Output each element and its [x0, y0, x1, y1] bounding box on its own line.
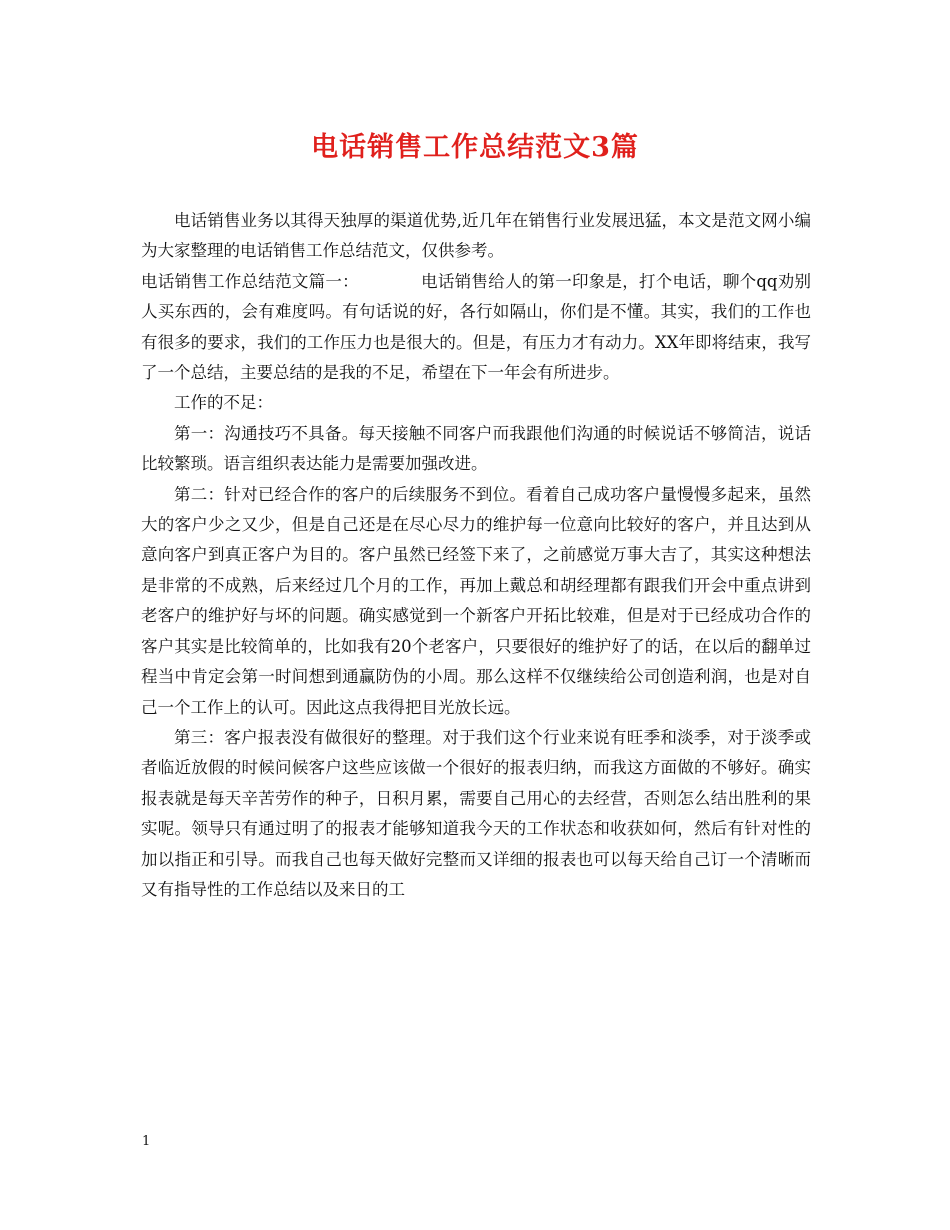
section1-paragraph	[141, 267, 811, 389]
point1-paragraph: 第一：沟通技巧不具备。每天接触不同客户而我跟他们沟通的时候说话不够简洁，说话比较繁琐。语言组织表达能力是需要加强改进。	[141, 423, 811, 474]
point2-paragraph: 第二：针对已经合作的客户的后续服务不到位。看着自己成功客户量慢慢多起来，虽然大的客户少之又少，但是自己还是在尽心尽力的维护每一位意向比较好的客户，并且达到从意向客户到真正客户为目的。客户虽然已经签下来了，之前感觉万事大吉了，其实这种想法是非常的不成熟，后来经过几个月的工作，再加上戴总和胡经理都有跟我们开会中重点讲到老客户的维护好与坏的问题。确实感觉到一个新客户开拓比较难，但是对于已经成功合作的客户其实是比较简单的，比如我有20个老客户，只要很好的维护好了的话，在以后的翻单过程当中肯定会第一时间想到通赢防伪的小周。那么这样不仅继续给公司创造利润，也是对自己一个工作上的认可。因此这点我得把目光放长远。	[141, 484, 811, 717]
section1-text: 电话销售给人的第一印象是，打个电话，聊个qq劝别人买东西的，会有难度吗。有句话说的好，各行如隔山，你们是不懂。其实，我们的工作也有很多的要求，我们的工作压力也是很大的。但是，有压力才有动力。XX年即将结束，我写了一个总结，主要总结的是我的不足，希望在下一年会有所进步。	[141, 271, 812, 383]
section1-heading: 电话销售工作总结范文篇一：	[141, 271, 359, 291]
intro-paragraph: 电话销售业务以其得天独厚的渠道优势,近几年在销售行业发展迅猛，本文是范文网小编为大家整理的电话销售工作总结范文，仅供参考。	[141, 211, 811, 261]
page-number: 1	[142, 1134, 151, 1149]
point3-paragraph: 第三：客户报表没有做很好的整理。对于我们这个行业来说有旺季和淡季，对于淡季或者临近放假的时候问候客户这些应该做一个很好的报表归纳，而我这方面做的不够好。确实报表就是每天辛苦劳作的种子，日积月累，需要自己用心的去经营，否则怎么结出胜利的果实呢。领导只有通过明了的报表才能够知道我今天的工作状态和收获如何，然后有针对性的加以指正和引导。而我自己也每天做好完整而又详细的报表也可以每天给自己订一个清晰而又有指导性的工作总结以及来日的工	[141, 727, 811, 899]
document-title: 电话销售工作总结范文3篇	[311, 132, 639, 163]
subheading: 工作的不足：	[174, 393, 273, 413]
document-body	[141, 206, 811, 905]
